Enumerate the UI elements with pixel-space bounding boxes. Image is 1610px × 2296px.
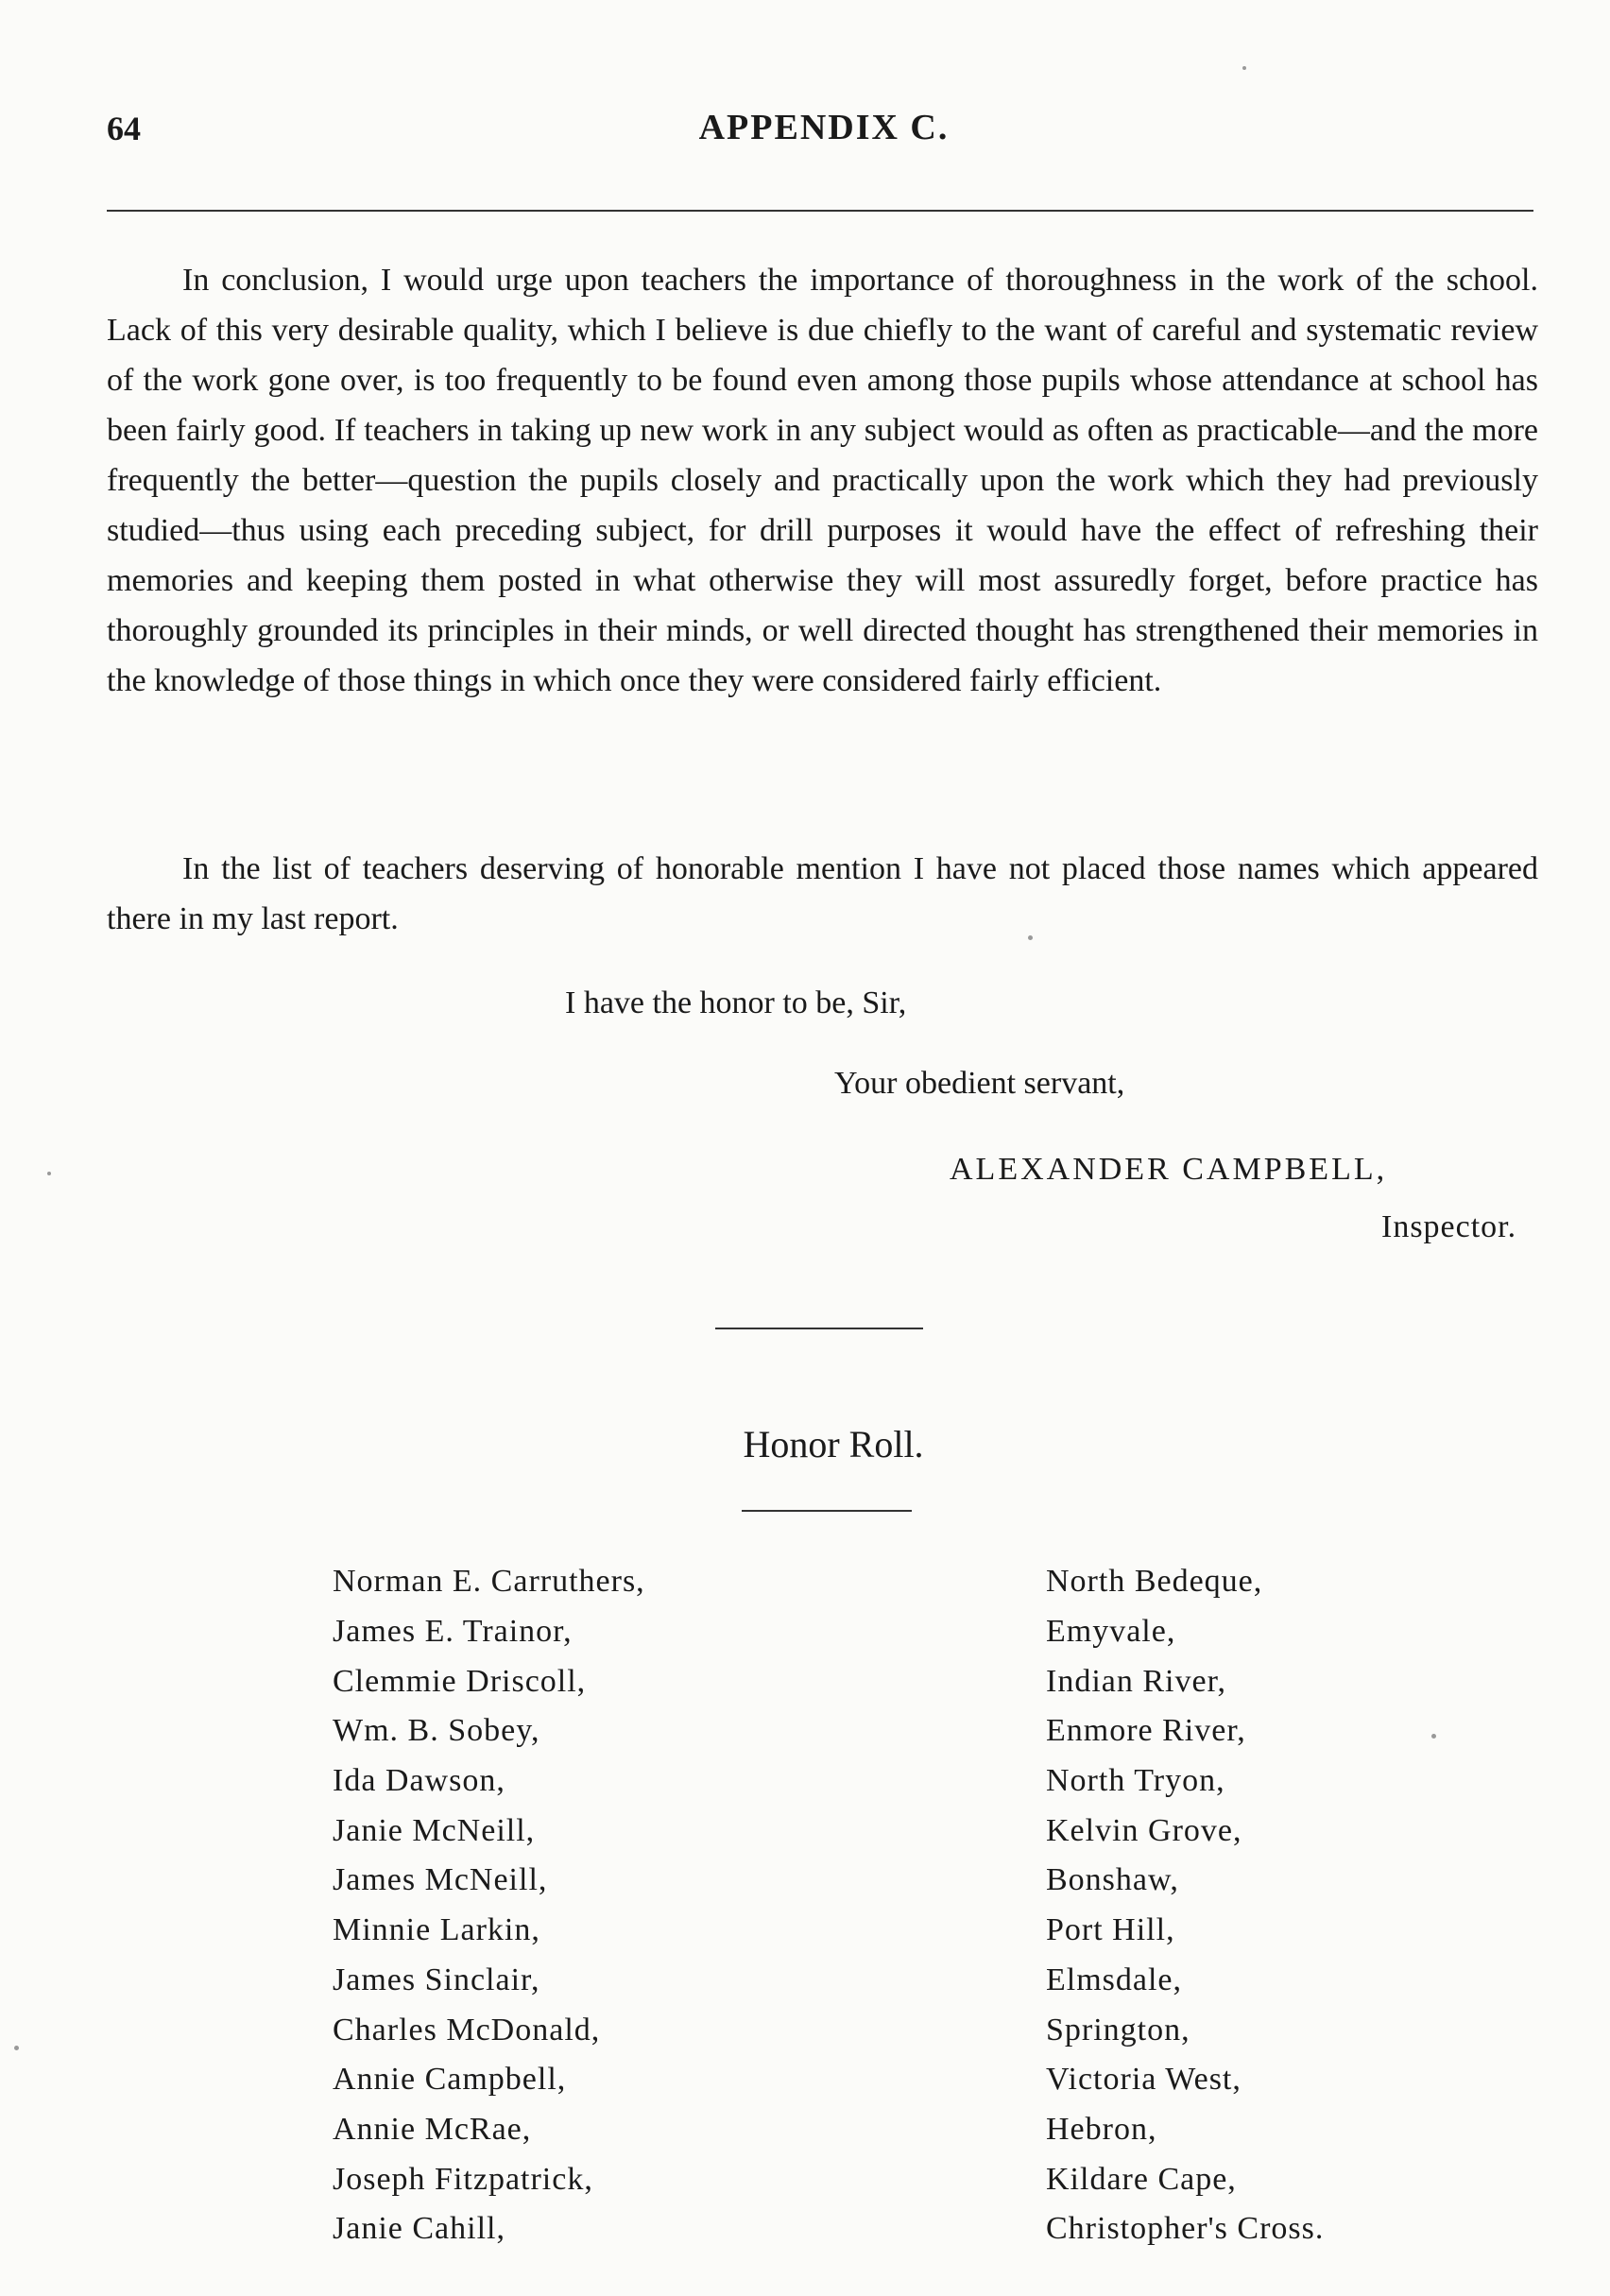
body-paragraph-honorable-mention <box>107 844 1538 944</box>
honor-roll-entry <box>333 1756 1372 1807</box>
school-place: Bonshaw, <box>1046 1862 1179 1898</box>
teacher-name: Charles McDonald, <box>333 2012 601 2048</box>
school-place: Indian River, <box>1046 1663 1227 1699</box>
school-place: Springton, <box>1046 2012 1190 2048</box>
teacher-name: Annie Campbell, <box>333 2062 567 2098</box>
honor-roll-entry <box>333 1956 1372 2006</box>
page-number: 64 <box>107 110 141 147</box>
teacher-name: Joseph Fitzpatrick, <box>333 2161 593 2197</box>
teacher-name: James E. Trainor, <box>333 1614 573 1650</box>
school-place: North Bedeque, <box>1046 1564 1263 1600</box>
school-place: Christopher's Cross. <box>1046 2211 1325 2247</box>
teacher-name: Ida Dawson, <box>333 1763 505 1799</box>
signature-name: ALEXANDER CAMPBELL, <box>950 1152 1388 1187</box>
teacher-name: Annie McRae, <box>333 2111 532 2147</box>
paragraph-text: In conclusion, I would urge upon teachers the importance of thoroughness in the work of the school. Lack of this very desirable quality, which I believe is due chiefly to the want of careful and systematic review of the work gone over, is too frequently to be found even among those pupils whose attendance at school has been fairly good. If teachers in taking up new work in any subject would as often as practicable—and the more frequently the better—question the pupils closely and practically upon the work which they had previously studied—thus using each preceding subject, for drill purposes it would have the effect of refreshing their memories and keeping them posted in what otherwise they will most assuredly forget, before practice has thoroughly grounded its principles in their minds, or well directed thought has strengthened their memories in the knowledge of those things in which once they were considered fairly efficient. <box>107 263 1538 698</box>
closing-salutation: I have the honor to be, Sir, <box>565 985 907 1020</box>
honor-roll-entry <box>333 1906 1372 1956</box>
school-place: Elmsdale, <box>1046 1962 1183 1997</box>
honor-roll-list <box>333 1557 1372 2254</box>
honor-roll-entry <box>333 1856 1372 1906</box>
honor-roll-entry <box>333 2005 1372 2055</box>
closing-valediction: Your obedient servant, <box>834 1066 1125 1101</box>
honor-roll-title: Honor Roll. <box>743 1423 924 1465</box>
teacher-name: Minnie Larkin, <box>333 1912 540 1948</box>
paragraph-text: In the list of teachers deserving of honorable mention I have not placed those names which appeared there in my last report. <box>107 851 1538 936</box>
honor-roll-entry <box>333 1607 1372 1657</box>
scan-speck <box>1242 66 1246 70</box>
school-place: Kildare Cape, <box>1046 2161 1237 2197</box>
running-head: APPENDIX C. <box>698 108 950 147</box>
scan-speck <box>1028 935 1033 940</box>
honor-roll-entry <box>333 1706 1372 1756</box>
school-place: Emyvale, <box>1046 1614 1176 1650</box>
header-rule <box>107 210 1533 212</box>
scan-speck <box>47 1172 51 1175</box>
honor-roll-entry <box>333 1806 1372 1856</box>
section-divider <box>715 1328 923 1329</box>
scan-speck <box>14 2046 19 2050</box>
scan-speck <box>1431 1734 1436 1739</box>
teacher-name: James Sinclair, <box>333 1962 540 1997</box>
school-place: Kelvin Grove, <box>1046 1812 1242 1848</box>
teacher-name: Clemmie Driscoll, <box>333 1663 587 1699</box>
honor-roll-entry <box>333 2204 1372 2254</box>
school-place: North Tryon, <box>1046 1763 1225 1799</box>
body-paragraph-conclusion <box>107 255 1538 706</box>
honor-roll-entry <box>333 2105 1372 2155</box>
honor-roll-entry <box>333 2055 1372 2105</box>
signature-title: Inspector. <box>1381 1209 1517 1244</box>
teacher-name: Wm. B. Sobey, <box>333 1713 540 1749</box>
honor-roll-rule <box>742 1510 912 1512</box>
school-place: Port Hill, <box>1046 1912 1175 1948</box>
honor-roll-entry <box>333 2154 1372 2204</box>
school-place: Hebron, <box>1046 2111 1157 2147</box>
school-place: Enmore River, <box>1046 1713 1246 1749</box>
teacher-name: Janie McNeill, <box>333 1812 536 1848</box>
honor-roll-entry <box>333 1656 1372 1706</box>
teacher-name: Norman E. Carruthers, <box>333 1564 645 1600</box>
honor-roll-entry <box>333 1557 1372 1607</box>
school-place: Victoria West, <box>1046 2062 1242 2098</box>
teacher-name: Janie Cahill, <box>333 2211 505 2247</box>
teacher-name: James McNeill, <box>333 1862 548 1898</box>
